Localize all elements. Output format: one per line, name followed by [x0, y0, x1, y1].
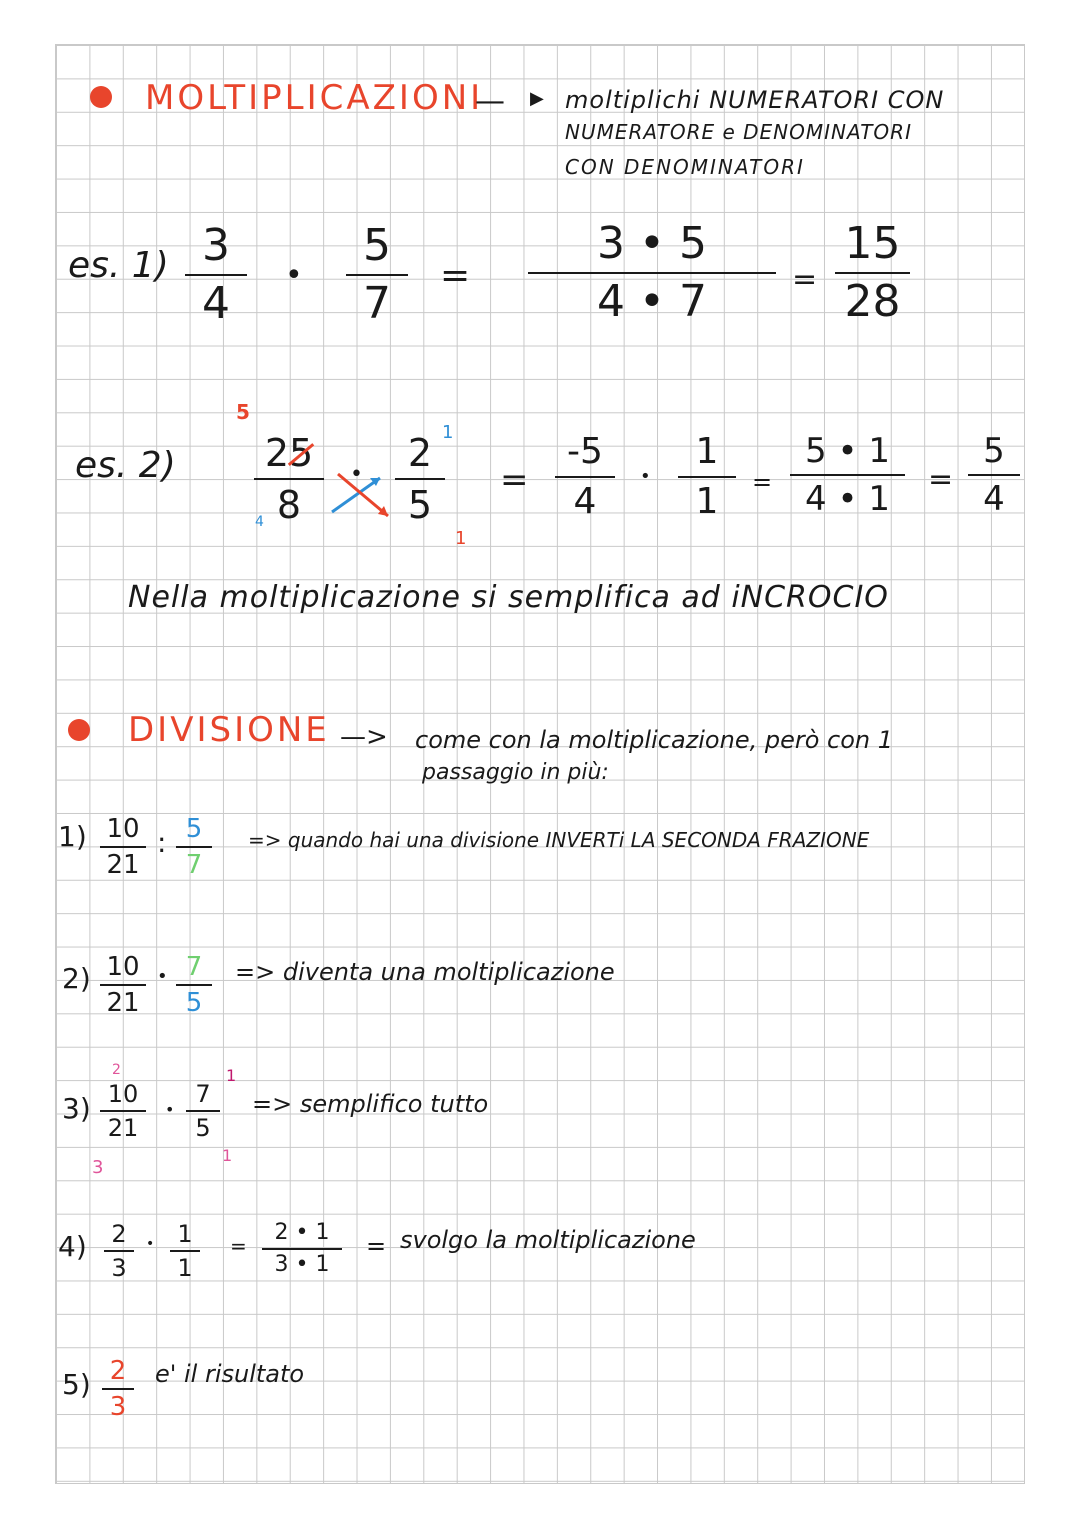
- step-2-label: 2): [62, 962, 91, 995]
- step-3-fraction-a: [100, 1082, 146, 1140]
- equals-sign: =: [366, 1232, 387, 1260]
- denominator: 3: [109, 1392, 127, 1422]
- denominator: 5: [407, 483, 433, 527]
- red-arrow: [338, 474, 388, 516]
- section-title-division: DIVISIONE: [128, 710, 330, 750]
- arrow: —>: [340, 722, 388, 752]
- example-2-label: es. 2): [75, 445, 176, 486]
- denominator: 1: [695, 481, 719, 522]
- step-3-fraction-b: [186, 1082, 220, 1140]
- equals-sign: =: [440, 255, 471, 296]
- denominator: 7: [363, 278, 391, 329]
- step-4-label: 4): [58, 1230, 87, 1263]
- step-5-result: [102, 1358, 134, 1420]
- denominator: 4 • 7: [597, 276, 707, 327]
- rule-line-2: NUMERATORE e DENOMINATORI: [565, 120, 912, 144]
- step-5-text: e' il risultato: [155, 1360, 305, 1388]
- rule-line-1: moltiplichi NUMERATORI CON: [565, 86, 945, 114]
- denominator: 3 • 1: [274, 1252, 330, 1277]
- cross-simplify-note: Nella moltiplicazione si semplifica ad iNCROCIO: [128, 580, 889, 615]
- numerator: 3: [202, 220, 230, 271]
- denominator: 21: [106, 988, 140, 1018]
- simplified-b-denominator: 1: [455, 528, 467, 549]
- step-4-text: svolgo la moltiplicazione: [400, 1226, 696, 1254]
- numerator: 15: [844, 218, 901, 269]
- numerator: 7: [185, 952, 203, 982]
- numerator: 3 • 5: [597, 218, 707, 269]
- division-intro-line-2: passaggio in più:: [422, 760, 609, 785]
- denominator: 4: [983, 479, 1005, 519]
- numerator: 25: [264, 431, 314, 475]
- numerator: 2: [407, 431, 433, 475]
- step-4-fraction-a: [104, 1222, 134, 1280]
- times-dot: •: [157, 966, 168, 987]
- times-dot: •: [640, 466, 651, 487]
- ex2-fraction-e: [790, 431, 905, 519]
- simplified-denominator: 4: [255, 514, 264, 530]
- denominator: 21: [106, 850, 140, 880]
- equals-sign: =: [752, 468, 773, 496]
- step-1-fraction-a: [100, 816, 146, 878]
- denominator: 3: [111, 1254, 127, 1282]
- step-2-text: => diventa una moltiplicazione: [235, 958, 615, 986]
- numerator: 5: [363, 220, 391, 271]
- denominator: 5: [195, 1114, 211, 1142]
- numerator: -5: [567, 431, 603, 472]
- bullet-dot: [68, 719, 90, 741]
- step-1-text: => quando hai una divisione INVERTi LA SECONDA FRAZIONE: [248, 828, 870, 852]
- ex2-result: [968, 431, 1020, 519]
- denominator: 4 • 1: [805, 479, 890, 519]
- numerator: 1: [177, 1220, 193, 1248]
- arrow: —: [475, 84, 505, 119]
- division-colon: :: [157, 826, 167, 859]
- step-3-label: 3): [62, 1092, 91, 1125]
- ex2-fraction-b: [395, 431, 445, 527]
- step-2-fraction-a: [100, 954, 146, 1016]
- denominator: 21: [107, 1114, 139, 1142]
- blue-arrow: [332, 478, 380, 512]
- equals-sign: =: [500, 460, 529, 500]
- example-1-label: es. 1): [68, 245, 169, 286]
- simplified-b-numerator: 1: [442, 422, 454, 443]
- numerator: 10: [106, 952, 140, 982]
- numerator: 5 • 1: [805, 431, 890, 471]
- simplified-numerator: 2: [112, 1062, 121, 1078]
- numerator: 10: [107, 1080, 139, 1108]
- equals-sign: =: [928, 462, 954, 497]
- numerator: 5: [983, 431, 1005, 471]
- times-dot: •: [146, 1236, 155, 1252]
- equals-sign: =: [792, 262, 818, 297]
- denominator: 7: [185, 850, 203, 880]
- times-dot: •: [350, 462, 363, 487]
- simplified-b-numerator: 1: [226, 1066, 237, 1085]
- step-1-label: 1): [58, 820, 87, 853]
- denominator: 8: [276, 483, 302, 527]
- step-2-fraction-b: [176, 954, 212, 1016]
- denominator: 4: [573, 481, 597, 522]
- equals-sign: =: [230, 1234, 247, 1258]
- simplified-numerator: 5: [236, 400, 250, 424]
- numerator: 1: [695, 431, 719, 472]
- times-dot: •: [165, 1100, 175, 1119]
- step-4-fraction-c: [262, 1222, 342, 1276]
- numerator: 5: [185, 814, 203, 844]
- numerator: 7: [195, 1080, 211, 1108]
- rule-line-3: CON DENOMINATORI: [565, 155, 805, 179]
- times-dot: •: [285, 258, 303, 293]
- section-title-multiplication: MOLTIPLICAZIONI: [145, 78, 484, 118]
- simplified-denominator: 3: [92, 1157, 104, 1178]
- denominator: 1: [177, 1254, 193, 1282]
- arrow-head: ▶: [530, 88, 544, 109]
- denominator: 4: [202, 278, 230, 329]
- denominator: 5: [185, 988, 203, 1018]
- numerator: 10: [106, 814, 140, 844]
- step-5-label: 5): [62, 1368, 91, 1401]
- numerator: 2: [109, 1356, 127, 1386]
- step-1-fraction-b: [176, 816, 212, 878]
- step-3-text: => semplifico tutto: [252, 1090, 489, 1118]
- denominator: 28: [844, 276, 901, 327]
- simplified-b-denominator: 1: [222, 1146, 233, 1165]
- division-intro-line-1: come con la moltiplicazione, però con 1: [415, 726, 894, 754]
- ex2-fraction-d: [678, 431, 736, 522]
- step-4-fraction-b: [170, 1222, 200, 1280]
- numerator: 2: [111, 1220, 127, 1248]
- ex2-fraction-c: [555, 431, 615, 522]
- numerator: 2 • 1: [274, 1220, 330, 1245]
